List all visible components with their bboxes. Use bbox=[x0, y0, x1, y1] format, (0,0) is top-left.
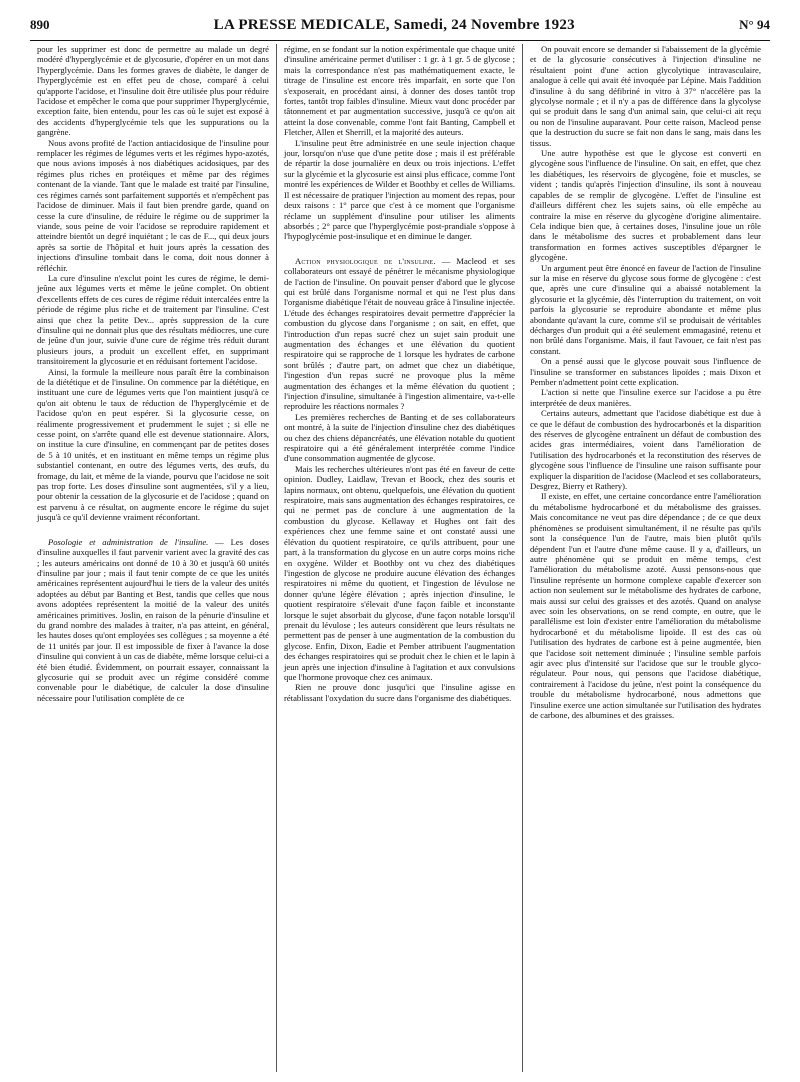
section-heading-action-physiologique: Action physiologique de l'insuline. bbox=[295, 255, 436, 266]
col2-paragraph-6: Rien ne prouve donc jusqu'ici que l'insuline agisse en rétablissant l'oxydation du sucre dans l'organisme des diabétiques. bbox=[284, 682, 515, 703]
journal-masthead bbox=[214, 17, 575, 34]
col3-paragraph-5: L'action si nette que l'insuline exerce sur l'acidose a pu être interprétée de deux manières. bbox=[530, 387, 761, 408]
section-heading-posologie: Posologie et administration de l'insuline. bbox=[48, 536, 209, 547]
col1-paragraph-2: Nous avons profité de l'action antiacidosique de l'insuline pour remplacer les régimes de légumes verts et les régimes hypo-azotés, que nous avions imposés à nos diabétiques acidosiques, par des régimes plus riches en protéiques et même par des régimes contenant de la viande. Tant que le malade est traité par l'insuline, ces régimes carnés sont parfaitement supportés et n'empêchent pas l'acidose de diminuer. Mais il faut bien prendre garde, quand on cesse la cure d'insuline, de réduire le régime ou de supprimer la viande, sous peine de voir l'acidose se reproduire rapidement et atteindre bientôt un degré inquiétant ; le cas de F..., qui deux jours après sa sortie de l'hôpital et huit jours après la cessation des injections d'insuline tombait dans le coma, doit nous donner à réfléchir. bbox=[37, 137, 269, 273]
journal-title: LA PRESSE MEDICALE, bbox=[213, 16, 390, 33]
col3-paragraph-3: Un argument peut être énoncé en faveur de l'action de l'insuline sur la mise en réserve du glycose sous forme de glycogène : c'est que, après une cure d'insuline qui a abaissé notablement la glycosurie et la glycémie, dès l'interruption du traitement, on voit parfois la glycosurie se reproduire abondante et même plus abondante qu'avant la cure, comme s'il se produisait de véritables décharges d'un produit qui a été seulement emmagasiné, retenu et non brûlé dans l'organisme. Mais, il faut l'avouer, ce fait n'est pas constant. bbox=[530, 262, 761, 356]
col2-paragraph-2: L'insuline peut être administrée en une seule injection chaque jour, lorsqu'on n'use que d'une petite dose ; mais il est préférable de répartir la dose journalière en deux ou trois injections. L'effet sur la glycémie et la glycosurie est ainsi plus efficace, comme l'ont montré les expériences de Wilder et Boothby et celles de Williams. Il est nécessaire de pratiquer l'injection au moment des repas, pour deux raisons : 1° parce que c'est à ce moment que l'organisme réclame un supplément d'insuline pour utiliser les aliments absorbés ; 2° parce que l'hyperglycémie post-prandiale s'oppose à l'hypoglycémie post-insulique et en diminue le danger. bbox=[284, 137, 515, 242]
col3-paragraph-7: Il existe, en effet, une certaine concordance entre l'amélioration du métabolisme hydrocarboné et du métabolisme des graisses. Mais concomitance ne veut pas dire dépendance ; de ce que deux phénomènes se produisent simultanément, il ne résulte pas qu'ils sont la conséquence l'un de l'autre, mais bien plutôt qu'ils dépendent l'un et l'autre d'une même cause. Il y a, d'ailleurs, un autre phénomène qui se produit en même temps, c'est l'amélioration du métabolisme azoté. Aussi pensons-nous que l'insuline représente un hormone complexe capable d'exercer son action non seulement sur le métabolisme des hydrates de carbone, mais aussi sur celui des graisses et des azotés. Quand on analyse avec soin les observations, on se rend compte, en outre, que le parallélisme est loin d'exister entre l'amélioration du métabolisme hydrocarboné et du métabolisme lipoïde. Il est des cas où l'utilisation des hydrates de carbone est à peine augmentée, bien que l'acidose soit nettement diminuée ; l'insuline semble parfois agir avec plus d'intensité sur l'acidose que sur le trouble glyco-régulateur. Pour nous, qui pensons que l'acidose diabétique, contrairement à l'acidose du jeûne, n'est point la conséquence du trouble du métabolisme hydrocarboné, nous admettons que l'insuline exerce une action simultanée sur l'utilisation des hydrates de carbone, des albumines et des graisses. bbox=[530, 491, 761, 720]
col2-paragraph-3 bbox=[284, 256, 515, 412]
col3-paragraph-4: On a pensé aussi que le glycose pouvait sous l'influence de l'insuline se transformer en substances lipoïdes ; mais Dixon et Pember n'admettent point cette explication. bbox=[530, 356, 761, 387]
col1-paragraph-5 bbox=[37, 537, 269, 704]
col2-paragraph-3-text: — Macleod et ses collaborateurs ont essayé de pénétrer le mécanisme physiologique de l'action de l'insuline. On pouvait penser d'abord que le glycose qui est brûlé dans l'organisme normal et qui ne l'est plus dans l'organisme diabétique l'était de nouveau grâce à l'insuline injectée. L'étude des échanges respiratoires devait permettre d'apprécier la combustion du glycose dans l'organisme ; on sait, en effet, que l'introduction d'un repas sucré chez un sujet sain produit une augmentation des échanges et une élévation du quotient respiratoire qui se rapproche de 1 lorsque les hydrates de carbone sont brûlés ; d'autre part, on admet que chez un diabétique, l'ingestion d'un repas sucré ne provoque plus la même augmentation des échanges et la même élévation du quotient ; l'injection d'insuline, simultanée à l'ingestion alimentaire, va-t-elle reproduire les réactions normales ? bbox=[284, 255, 515, 412]
col1-paragraph-3: La cure d'insuline n'exclut point les cures de régime, le demi-jeûne aux légumes verts et même le jeûne complet. On obtient d'excellents effets de ces cures de régime réduit intercalées entre la période de régime plus riche et de traitement par l'insuline. C'est ainsi que chez la petite Dev... après suppression de la cure d'insuline qui ne donnait plus que des résultats médiocres, une cure de jeûne d'un jour, suivie d'une cure de régime très réduit durant plusieurs jours, a produit un excellent effet, en supprimant transitoirement la glycosurie et en réduisant fortement l'acidose. bbox=[37, 272, 269, 367]
issue-number: N° 94 bbox=[739, 17, 770, 32]
col3-paragraph-1: On pouvait encore se demander si l'abaissement de la glycémie et de la glycosurie consécutives à l'injection d'insuline ne résultaient point d'une action glycolytique intravasculaire, analogue à celle qui avait été invoquée par Lépine. Mais l'addition d'insuline à du sang défibriné in vitro à 37° n'accélère pas la glycolyse normale ; et il n'y a pas de différence dans la glycolyse qui se produit dans le sang d'un animal sain, que celui-ci ait reçu ou non de l'insuline auparavant. Pour cette raison, Macleod pense que la destruction du sucre se fait non dans le sang, mais dans les tissus. bbox=[530, 44, 761, 148]
column-2 bbox=[276, 44, 522, 1072]
page-number: 890 bbox=[30, 17, 50, 32]
col2-paragraph-5: Mais les recherches ultérieures n'ont pas été en faveur de cette opinion. Dudley, Laidlaw, Trevan et Boock, chez des souris et lapins normaux, ont obtenu, quelquefois, une élévation du quotient respiratoire, mais sans augmentation des échanges respiratoires, ce qui ne permet pas de conclure à une augmentation de la combustion du glycose. Kellaway et Hughes ont fait des expériences chez une femme saine et ont constaté aussi une élévation du quotient respiratoire, ce qu'ils attribuent, pour une part, à la transformation du glycose en un autre corps moins riche en oxygène. Wilder et Boothby ont vu chez des diabétiques l'ingestion de glycose ne produire aucune élévation des échanges respiratoires ni même du quotient, et l'ingestion de lévulose ne donner qu'une légère élévation ; après injection d'insuline, le quotient respiratoire s'élevait d'une façon faible et inconstante lorsque le sujet absorbait du glycose, d'une façon notable lorsqu'il prenait du lévulose ; les auteurs considèrent que leurs résultats ne permettent pas de penser à une augmentation de la combustion du glycose. Enfin, Dixon, Eadie et Pember attribuent l'augmentation des échanges respiratoires qui se produit chez le chien et le lapin à jeun après une injection d'insuline à l'agitation et aux convulsions que l'hormone provoque chez ces animaux. bbox=[284, 463, 515, 682]
col3-paragraph-2: Une autre hypothèse est que le glycose est converti en glycogène sous l'influence de l'insuline. On sait, en effet, que chez les diabétiques, les réservoirs de glycogène, foie et muscles, se vident ; tandis qu'après l'injection d'insuline, ils sont à nouveau capables de se remplir de glycogène. L'effet de l'insuline est d'ailleurs différent chez les sujets sains, où elle empêche au contraire la mise en réserve du glycogène d'origine alimentaire. Cela indique bien que, à certaines doses, l'insuline joue un rôle dans le métabolisme des sucres et probablement dans leur transformation en formes actives susceptibles d'épargner le glycogène. bbox=[530, 148, 761, 263]
article-columns bbox=[30, 44, 770, 1072]
column-3 bbox=[522, 44, 768, 1072]
page-header bbox=[30, 10, 770, 41]
issue-date: Samedi, 24 Novembre 1923 bbox=[393, 16, 575, 33]
column-1 bbox=[30, 44, 276, 1072]
col2-paragraph-1: régime, en se fondant sur la notion expérimentale que chaque unité d'insuline américaine permet d'utiliser : 1 gr. à 1 gr. 5 de glycose ; mais la correspondance n'est pas mathématiquement exacte, le titrage de l'insuline est encore très imparfait, en sorte que l'on s'exposerait, en procédant ainsi, à donner des doses tantôt trop fortes, tantôt trop faibles d'insuline. Mieux vaut donc procéder par tâtonnement et par augmentation successive, jusqu'à ce qu'on ait atteint la dose convenable, comme l'ont fait Banting, Campbell et Fletcher, Allen et Sherrill, et la majorité des auteurs. bbox=[284, 44, 515, 138]
col1-paragraph-1: pour les supprimer est donc de permettre au malade un degré modéré d'hyperglycémie et de glycosurie, d'opérer en un mot dans l'hyperglycémie. Dans les formes graves de diabète, le danger de l'hyperglycémie est en effet peu de chose, comparé à celui qu'apporte l'acidose, et l'insuline doit être utilisée plus pour réduire l'acidose et empêcher le coma que pour supprimer l'hyperglycémie, exception faite, bien entendu, pour les cas où le sujet est exposé à des accidents d'hyperglycémie tels que les suppurations ou la gangrène. bbox=[37, 44, 269, 138]
col1-paragraph-4: Ainsi, la formule la meilleure nous paraît être la combinaison de la diététique et de l'insuline. On commence par la diététique, en instituant une cure de légumes verts que l'on maintient jusqu'à ce qu'on ait obtenu le taux de réduction de l'hyperglycémie et de l'acidose qu'on en peut espérer. Si la glycosurie cesse, on réalimente progressivement et prudemment le sujet ; si elle ne cesse point, on s'arrête quand elle est devenue stationnaire. Alors, on institue la cure d'insuline, en commençant par de petites doses de 5 à 10 unités, et en instituant en même temps un régime plus substantiel contenant, en outre des légumes verts, des œufs, du fromage, du lait, et même de la viande, pourvu que l'acidose ne soit pas trop forte. Les doses d'insuline sont augmentées, s'il y a lieu, pour obtenir la cessation de la glycosurie et de l'acidose ; quand on est parvenu à ce résultat, on augmente encore le régime du sujet jusqu'à ce qu'il devienne vraiment réconfortant. bbox=[37, 366, 269, 523]
col2-paragraph-4: Les premières recherches de Banting et de ses collaborateurs ont montré, à la suite de l'injection d'insuline chez des diabétiques ou chez des chiens dépancréatés, une élévation notable du quotient respiratoire qui a été généralement interprétée comme l'indice d'une consommation augmentée de glycose. bbox=[284, 411, 515, 464]
col1-paragraph-5-text: — Les doses d'insuline auxquelles il faut parvenir varient avec la gravité des cas ; les auteurs américains ont donné de 10 à 30 et jusqu'à 60 unités d'insuline par jour ; mais il faut tenir compte de ce que les unités américaines représentent aujourd'hui le tiers de la valeur des unités adoptées au début par Banting et Best, tandis que celles que nous avons adoptées représentent la moitié de la valeur des unités américaines primitives. Joslin, en raison de la pénurie d'insuline et du grand nombre des malades à traiter, n'a pas atteint, en général, les hautes doses qu'ont employées ses collègues ; sa moyenne a été de 11 unités par jour. Il est impossible de fixer à l'avance la dose d'insuline qui convient à un cas de diabète, même lorsque celui-ci a été bien étudié. Évidemment, on pourrait essayer, connaissant la glycosurie qui se produit avec un régime considéré comme convenable pour le diabétique, de calculer la dose d'insuline nécessaire pour l'utilisation complète de ce bbox=[37, 536, 270, 703]
col3-paragraph-6: Certains auteurs, admettant que l'acidose diabétique est due à ce que le défaut de combustion des hydrocarbonés et la disparition des réserves de glycogène entraînent un défaut de combustion des acides gras intermédiaires, voient dans l'amélioration de l'utilisation des hydrocarbonés et la reconstitution des réserves de glycogène sous l'influence de l'insuline une raison suffisante pour expliquer la disparition de l'acidose (Macleod et ses collaborateurs, Desgrez, Bierry et Rathery). bbox=[530, 408, 761, 492]
